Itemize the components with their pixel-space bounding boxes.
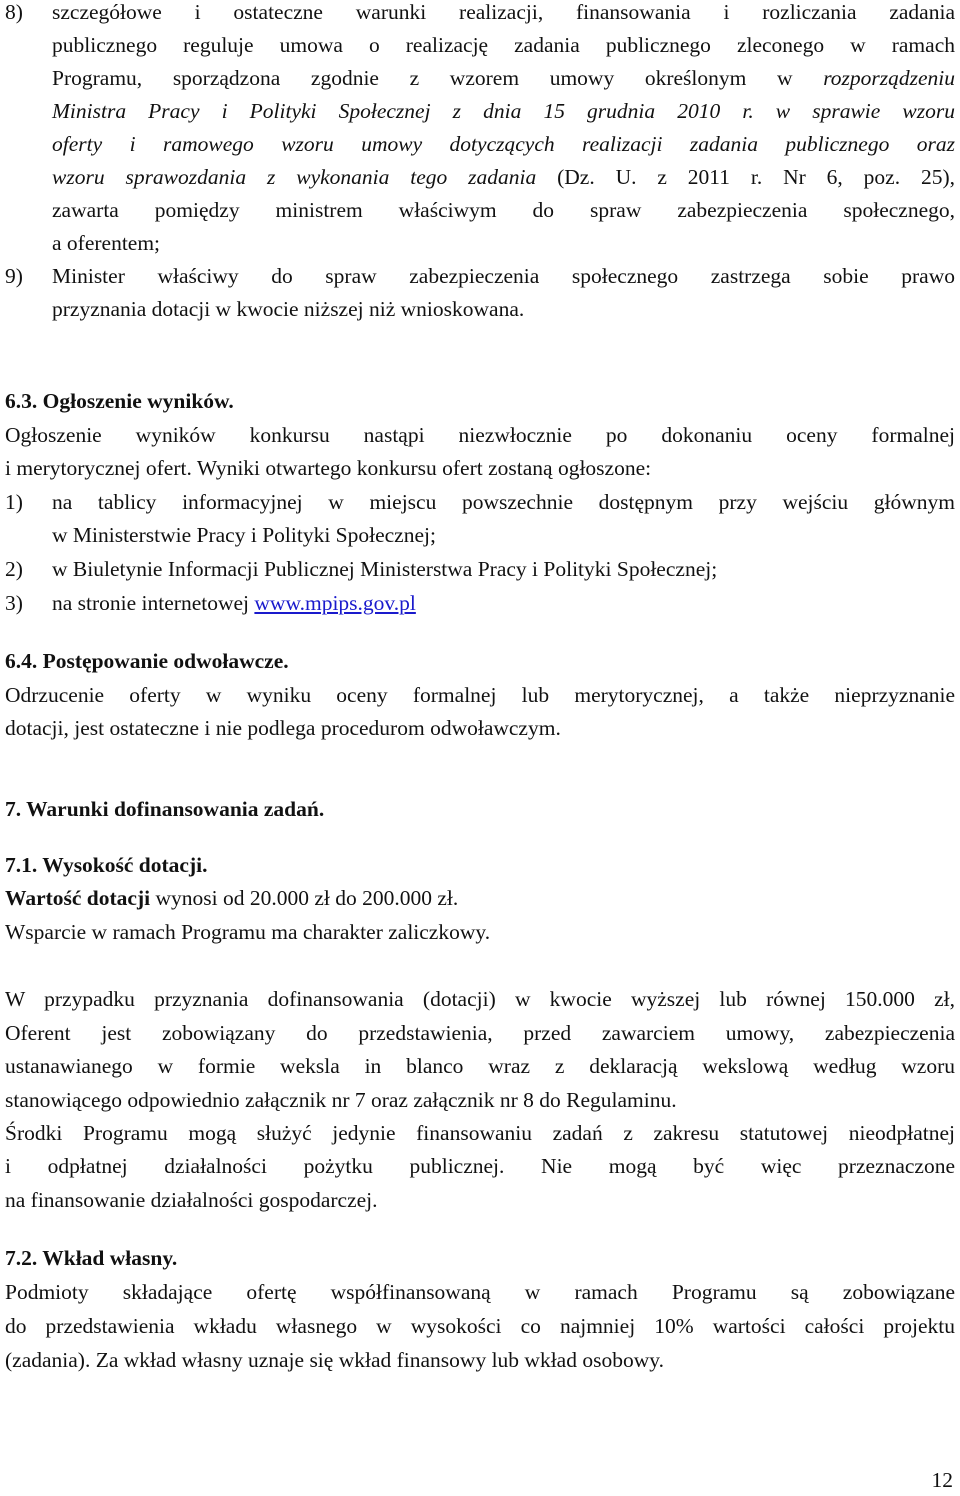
- text-line: na tablicy informacyjnej w miejscu powszechnie dostępnym przy wejściu głównym: [52, 490, 955, 514]
- text-line: do przedstawienia wkładu własnego w wysokości co najmniej 10% wartości całości projektu: [5, 1314, 955, 1338]
- text-line: w Biuletynie Informacji Publicznej Ministerstwa Pracy i Polityki Społecznej;: [52, 557, 718, 581]
- text-line: [52, 587, 960, 620]
- section-heading: 6.4. Postępowanie odwoławcze.: [5, 649, 289, 673]
- italic-span: rozporządzeniu: [823, 66, 955, 90]
- text-line: Odrzucenie oferty w wyniku oceny formalnej lub merytorycznej, a także nieprzyznanie: [5, 683, 955, 707]
- text-span: (Dz. U. z 2011 r. Nr 6, poz. 25),: [536, 165, 955, 189]
- text-line: [52, 62, 955, 95]
- text-line: przyznania dotacji w kwocie niższej niż wnioskowana.: [52, 297, 525, 321]
- italic-span: wzoru sprawozdania z wykonania tego zadania: [52, 165, 537, 189]
- text-line: publicznego reguluje umowa o realizację zadania publicznego zleconego w ramach: [52, 33, 955, 57]
- list-number: 1): [5, 490, 23, 514]
- page-number: 12: [931, 1468, 953, 1492]
- text-line: Podmioty składające ofertę współfinansowaną w ramach Programu są zobowiązane: [5, 1280, 955, 1304]
- text-line: i odpłatnej działalności pożytku publicznej. Nie mogą być więc przeznaczone: [5, 1154, 955, 1178]
- text-line: Wsparcie w ramach Programu ma charakter zaliczkowy.: [5, 920, 491, 944]
- text-line: oferty i ramowego wzoru umowy dotyczących realizacji zadania publicznego oraz: [52, 132, 955, 156]
- text-line: szczegółowe i ostateczne warunki realizacji, finansowania i rozliczania zadania: [52, 0, 955, 24]
- text-line: i merytorycznej ofert. Wyniki otwartego konkursu ofert zostaną ogłoszone:: [5, 456, 652, 480]
- text-line: na finansowanie działalności gospodarczej.: [5, 1188, 378, 1212]
- text-line: w Ministerstwie Pracy i Polityki Społecznej;: [52, 523, 436, 547]
- website-link[interactable]: www.mpips.gov.pl: [254, 591, 416, 615]
- text-line: Ogłoszenie wyników konkursu nastąpi niezwłocznie po dokonaniu oceny formalnej: [5, 423, 955, 447]
- text-line: [5, 882, 955, 915]
- section-heading: 7. Warunki dofinansowania zadań.: [5, 797, 325, 821]
- text-line: [52, 161, 955, 194]
- text-line: a oferentem;: [52, 231, 161, 255]
- text-line: Środki Programu mogą służyć jedynie finansowaniu zadań z zakresu statutowej nieodpłatnej: [5, 1121, 955, 1145]
- bold-span: Wartość dotacji: [5, 886, 151, 910]
- text-line: W przypadku przyznania dofinansowania (dotacji) w kwocie wyższej lub równej 150.000 zł,: [5, 987, 955, 1011]
- text-line: Oferent jest zobowiązany do przedstawienia, przed zawarciem umowy, zabezpieczenia: [5, 1021, 955, 1045]
- text-span: wynosi od 20.000 zł do 200.000 zł.: [150, 886, 459, 910]
- text-line: stanowiącego odpowiednio załącznik nr 7 oraz załącznik nr 8 do Regulaminu.: [5, 1088, 677, 1112]
- list-number: 9): [5, 264, 23, 288]
- text-line: Ministra Pracy i Polityki Społecznej z dnia 15 grudnia 2010 r. w sprawie wzoru: [52, 99, 955, 123]
- text-line: (zadania). Za wkład własny uznaje się wkład finansowy lub wkład osobowy.: [5, 1348, 664, 1372]
- section-heading: 6.3. Ogłoszenie wyników.: [5, 389, 234, 413]
- list-number: 8): [5, 0, 23, 24]
- text-line: zawarta pomiędzy ministrem właściwym do spraw zabezpieczenia społecznego,: [52, 198, 955, 222]
- text-line: Minister właściwy do spraw zabezpieczenia społecznego zastrzega sobie prawo: [52, 264, 955, 288]
- list-number: 3): [5, 591, 23, 615]
- section-heading: 7.1. Wysokość dotacji.: [5, 853, 208, 877]
- text-line: dotacji, jest ostateczne i nie podlega procedurom odwoławczym.: [5, 716, 561, 740]
- text-span: Programu, sporządzona zgodnie z wzorem umowy określonym w: [52, 66, 824, 90]
- section-heading: 7.2. Wkład własny.: [5, 1246, 178, 1270]
- list-number: 2): [5, 557, 23, 581]
- text-line: ustanawianego w formie weksla in blanco wraz z deklaracją wekslową według wzoru: [5, 1054, 955, 1078]
- text-span: na stronie internetowej: [52, 591, 255, 615]
